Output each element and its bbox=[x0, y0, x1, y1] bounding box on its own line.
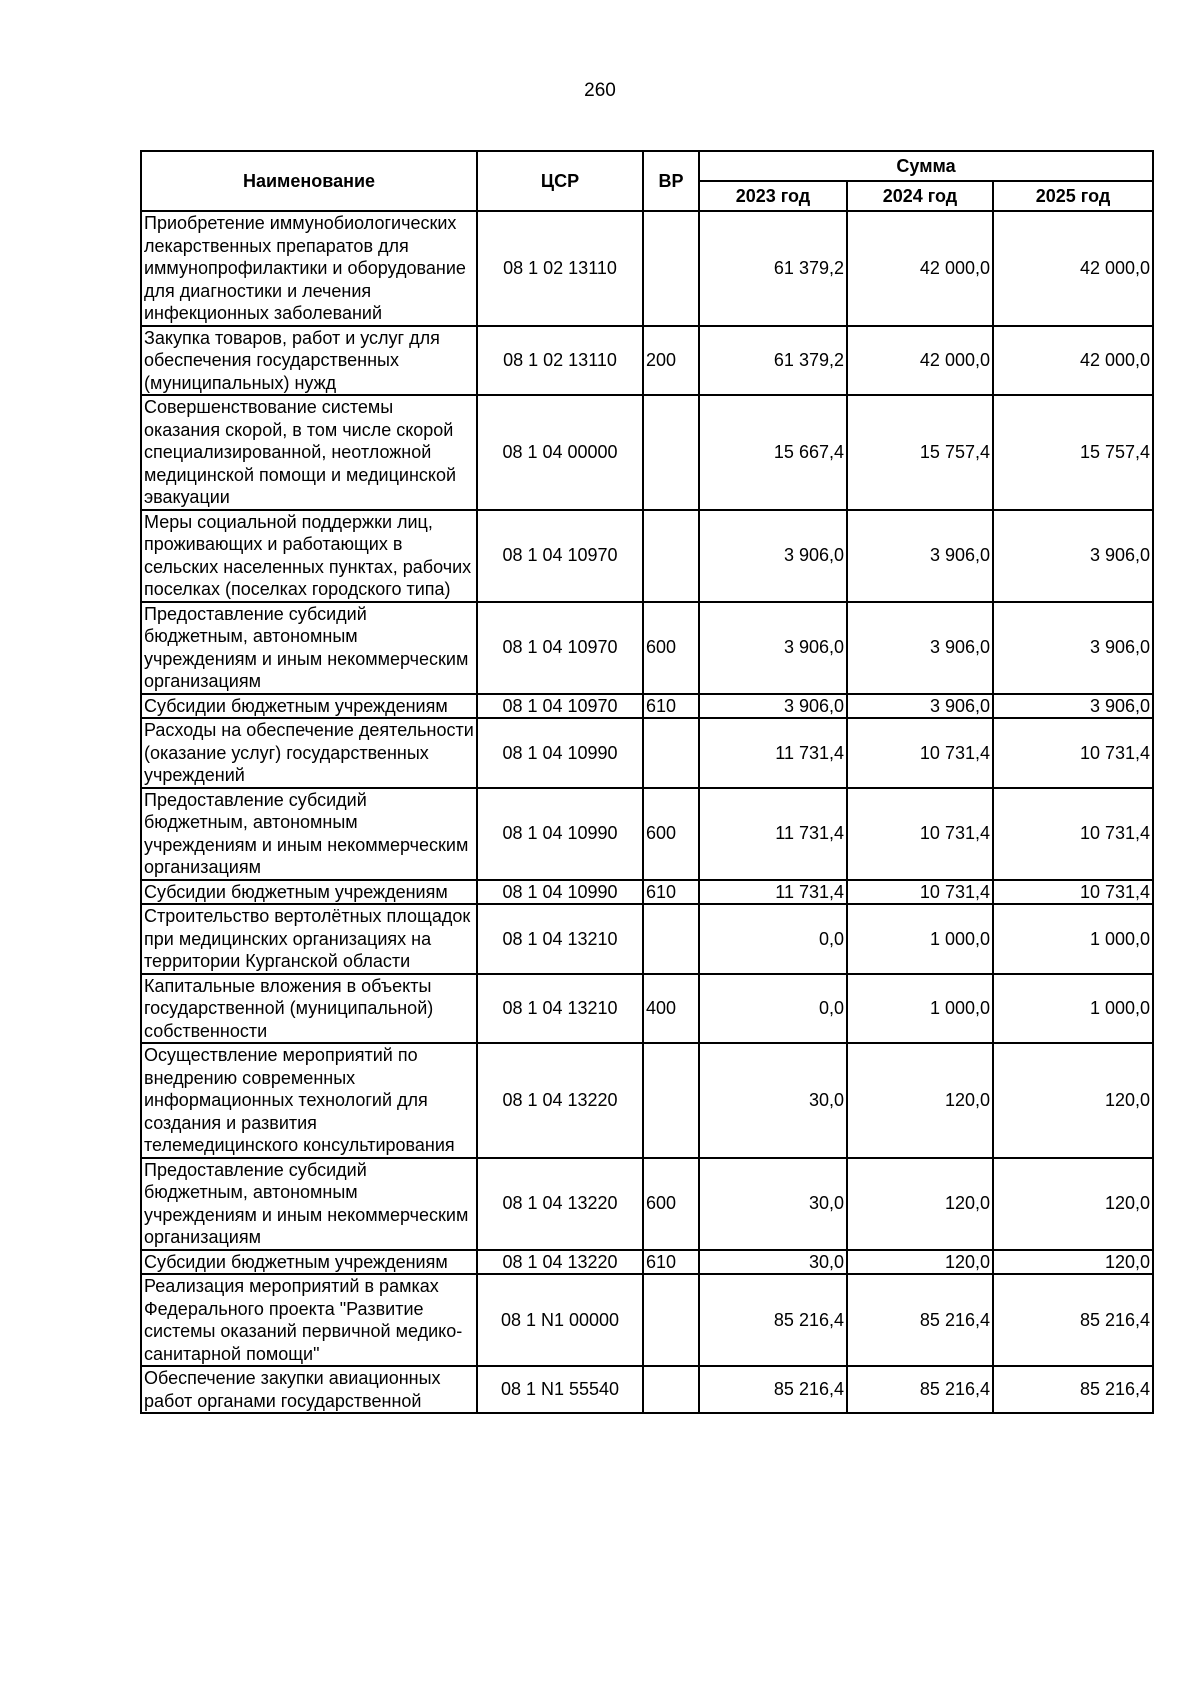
table-header bbox=[141, 151, 1153, 211]
cell-2025: 42 000,0 bbox=[993, 211, 1153, 326]
cell-2023: 3 906,0 bbox=[699, 510, 847, 602]
cell-2025: 1 000,0 bbox=[993, 974, 1153, 1044]
cell-csr: 08 1 04 10990 bbox=[477, 880, 643, 905]
cell-2023: 30,0 bbox=[699, 1250, 847, 1275]
cell-2024: 1 000,0 bbox=[847, 904, 993, 974]
cell-2024: 120,0 bbox=[847, 1043, 993, 1158]
cell-2023: 85 216,4 bbox=[699, 1274, 847, 1366]
cell-name: Субсидии бюджетным учреждениям bbox=[141, 1250, 477, 1275]
table-row bbox=[141, 395, 1153, 510]
cell-2024: 120,0 bbox=[847, 1158, 993, 1250]
cell-2024: 3 906,0 bbox=[847, 602, 993, 694]
table-row bbox=[141, 1158, 1153, 1250]
cell-csr: 08 1 02 13110 bbox=[477, 211, 643, 326]
table-row bbox=[141, 1043, 1153, 1158]
cell-name: Осуществление мероприятий по внедрению современных информационных технологий для создания и развития телемедицинского консультирования bbox=[141, 1043, 477, 1158]
cell-2025: 85 216,4 bbox=[993, 1366, 1153, 1413]
table-row bbox=[141, 880, 1153, 905]
cell-2025: 42 000,0 bbox=[993, 326, 1153, 396]
cell-vr bbox=[643, 1274, 699, 1366]
cell-2025: 1 000,0 bbox=[993, 904, 1153, 974]
cell-csr: 08 1 04 13210 bbox=[477, 904, 643, 974]
table-row bbox=[141, 510, 1153, 602]
cell-name: Предоставление субсидий бюджетным, автономным учреждениям и иным некоммерческим организациям bbox=[141, 788, 477, 880]
cell-2023: 85 216,4 bbox=[699, 1366, 847, 1413]
cell-2024: 120,0 bbox=[847, 1250, 993, 1275]
cell-vr: 610 bbox=[643, 1250, 699, 1275]
header-csr: ЦСР bbox=[477, 151, 643, 211]
cell-2024: 10 731,4 bbox=[847, 788, 993, 880]
cell-name: Предоставление субсидий бюджетным, автономным учреждениям и иным некоммерческим организациям bbox=[141, 602, 477, 694]
cell-vr: 200 bbox=[643, 326, 699, 396]
cell-csr: 08 1 04 10970 bbox=[477, 602, 643, 694]
header-year-2024: 2024 год bbox=[847, 181, 993, 211]
cell-2024: 85 216,4 bbox=[847, 1274, 993, 1366]
cell-2024: 10 731,4 bbox=[847, 880, 993, 905]
cell-vr bbox=[643, 1366, 699, 1413]
table-row bbox=[141, 211, 1153, 326]
cell-vr: 600 bbox=[643, 602, 699, 694]
cell-2025: 120,0 bbox=[993, 1043, 1153, 1158]
cell-2023: 11 731,4 bbox=[699, 788, 847, 880]
cell-name: Реализация мероприятий в рамках Федерального проекта "Развитие системы оказаний первичной медико-санитарной помощи" bbox=[141, 1274, 477, 1366]
cell-2025: 10 731,4 bbox=[993, 788, 1153, 880]
header-year-2023: 2023 год bbox=[699, 181, 847, 211]
cell-vr: 400 bbox=[643, 974, 699, 1044]
cell-csr: 08 1 04 10990 bbox=[477, 788, 643, 880]
cell-2024: 1 000,0 bbox=[847, 974, 993, 1044]
cell-2025: 3 906,0 bbox=[993, 694, 1153, 719]
cell-2025: 85 216,4 bbox=[993, 1274, 1153, 1366]
cell-2023: 30,0 bbox=[699, 1158, 847, 1250]
cell-vr bbox=[643, 211, 699, 326]
cell-2023: 11 731,4 bbox=[699, 880, 847, 905]
table-row bbox=[141, 718, 1153, 788]
table-row bbox=[141, 1274, 1153, 1366]
cell-name: Расходы на обеспечение деятельности (оказание услуг) государственных учреждений bbox=[141, 718, 477, 788]
cell-2023: 61 379,2 bbox=[699, 211, 847, 326]
cell-name: Субсидии бюджетным учреждениям bbox=[141, 880, 477, 905]
cell-2023: 3 906,0 bbox=[699, 694, 847, 719]
cell-name: Субсидии бюджетным учреждениям bbox=[141, 694, 477, 719]
cell-name: Обеспечение закупки авиационных работ органами государственной bbox=[141, 1366, 477, 1413]
cell-csr: 08 1 04 10970 bbox=[477, 510, 643, 602]
cell-2024: 42 000,0 bbox=[847, 326, 993, 396]
cell-2024: 85 216,4 bbox=[847, 1366, 993, 1413]
budget-table bbox=[140, 150, 1154, 1414]
table-row bbox=[141, 602, 1153, 694]
cell-name: Совершенствование системы оказания скорой, в том числе скорой специализированной, неотложной медицинской помощи и медицинской эвакуации bbox=[141, 395, 477, 510]
cell-2023: 15 667,4 bbox=[699, 395, 847, 510]
cell-name: Меры социальной поддержки лиц, проживающих и работающих в сельских населенных пунктах, рабочих поселках (поселках городского типа) bbox=[141, 510, 477, 602]
cell-csr: 08 1 N1 55540 bbox=[477, 1366, 643, 1413]
header-name: Наименование bbox=[141, 151, 477, 211]
cell-csr: 08 1 04 13220 bbox=[477, 1158, 643, 1250]
cell-vr: 610 bbox=[643, 880, 699, 905]
cell-csr: 08 1 04 00000 bbox=[477, 395, 643, 510]
cell-csr: 08 1 04 10970 bbox=[477, 694, 643, 719]
cell-vr: 600 bbox=[643, 1158, 699, 1250]
cell-name: Приобретение иммунобиологических лекарственных препаратов для иммунопрофилактики и оборудование для диагностики и лечения инфекционных заболеваний bbox=[141, 211, 477, 326]
cell-2024: 15 757,4 bbox=[847, 395, 993, 510]
cell-vr: 610 bbox=[643, 694, 699, 719]
cell-vr bbox=[643, 1043, 699, 1158]
table-row bbox=[141, 326, 1153, 396]
cell-vr bbox=[643, 510, 699, 602]
cell-2024: 3 906,0 bbox=[847, 694, 993, 719]
cell-csr: 08 1 N1 00000 bbox=[477, 1274, 643, 1366]
header-sum: Сумма bbox=[699, 151, 1153, 181]
cell-2023: 0,0 bbox=[699, 904, 847, 974]
cell-2025: 3 906,0 bbox=[993, 510, 1153, 602]
cell-csr: 08 1 02 13110 bbox=[477, 326, 643, 396]
header-year-2025: 2025 год bbox=[993, 181, 1153, 211]
table-row bbox=[141, 788, 1153, 880]
cell-2025: 15 757,4 bbox=[993, 395, 1153, 510]
cell-csr: 08 1 04 13220 bbox=[477, 1043, 643, 1158]
cell-csr: 08 1 04 13220 bbox=[477, 1250, 643, 1275]
cell-name: Закупка товаров, работ и услуг для обеспечения государственных (муниципальных) нужд bbox=[141, 326, 477, 396]
cell-vr bbox=[643, 395, 699, 510]
cell-csr: 08 1 04 10990 bbox=[477, 718, 643, 788]
cell-2023: 11 731,4 bbox=[699, 718, 847, 788]
table-row bbox=[141, 904, 1153, 974]
cell-vr: 600 bbox=[643, 788, 699, 880]
cell-2023: 3 906,0 bbox=[699, 602, 847, 694]
cell-vr bbox=[643, 904, 699, 974]
cell-2025: 3 906,0 bbox=[993, 602, 1153, 694]
cell-2024: 10 731,4 bbox=[847, 718, 993, 788]
page-number: 260 bbox=[584, 80, 616, 101]
table-row bbox=[141, 974, 1153, 1044]
cell-2025: 120,0 bbox=[993, 1250, 1153, 1275]
table-row bbox=[141, 694, 1153, 719]
cell-name: Строительство вертолётных площадок при медицинских организациях на территории Курганской области bbox=[141, 904, 477, 974]
cell-2023: 61 379,2 bbox=[699, 326, 847, 396]
cell-name: Предоставление субсидий бюджетным, автономным учреждениям и иным некоммерческим организациям bbox=[141, 1158, 477, 1250]
cell-2025: 10 731,4 bbox=[993, 880, 1153, 905]
cell-name: Капитальные вложения в объекты государственной (муниципальной) собственности bbox=[141, 974, 477, 1044]
table-row bbox=[141, 1366, 1153, 1413]
cell-2025: 10 731,4 bbox=[993, 718, 1153, 788]
cell-2023: 0,0 bbox=[699, 974, 847, 1044]
table-row bbox=[141, 1250, 1153, 1275]
table-body bbox=[141, 211, 1153, 1413]
cell-csr: 08 1 04 13210 bbox=[477, 974, 643, 1044]
cell-2024: 3 906,0 bbox=[847, 510, 993, 602]
cell-vr bbox=[643, 718, 699, 788]
header-vr: ВР bbox=[643, 151, 699, 211]
cell-2025: 120,0 bbox=[993, 1158, 1153, 1250]
cell-2023: 30,0 bbox=[699, 1043, 847, 1158]
cell-2024: 42 000,0 bbox=[847, 211, 993, 326]
